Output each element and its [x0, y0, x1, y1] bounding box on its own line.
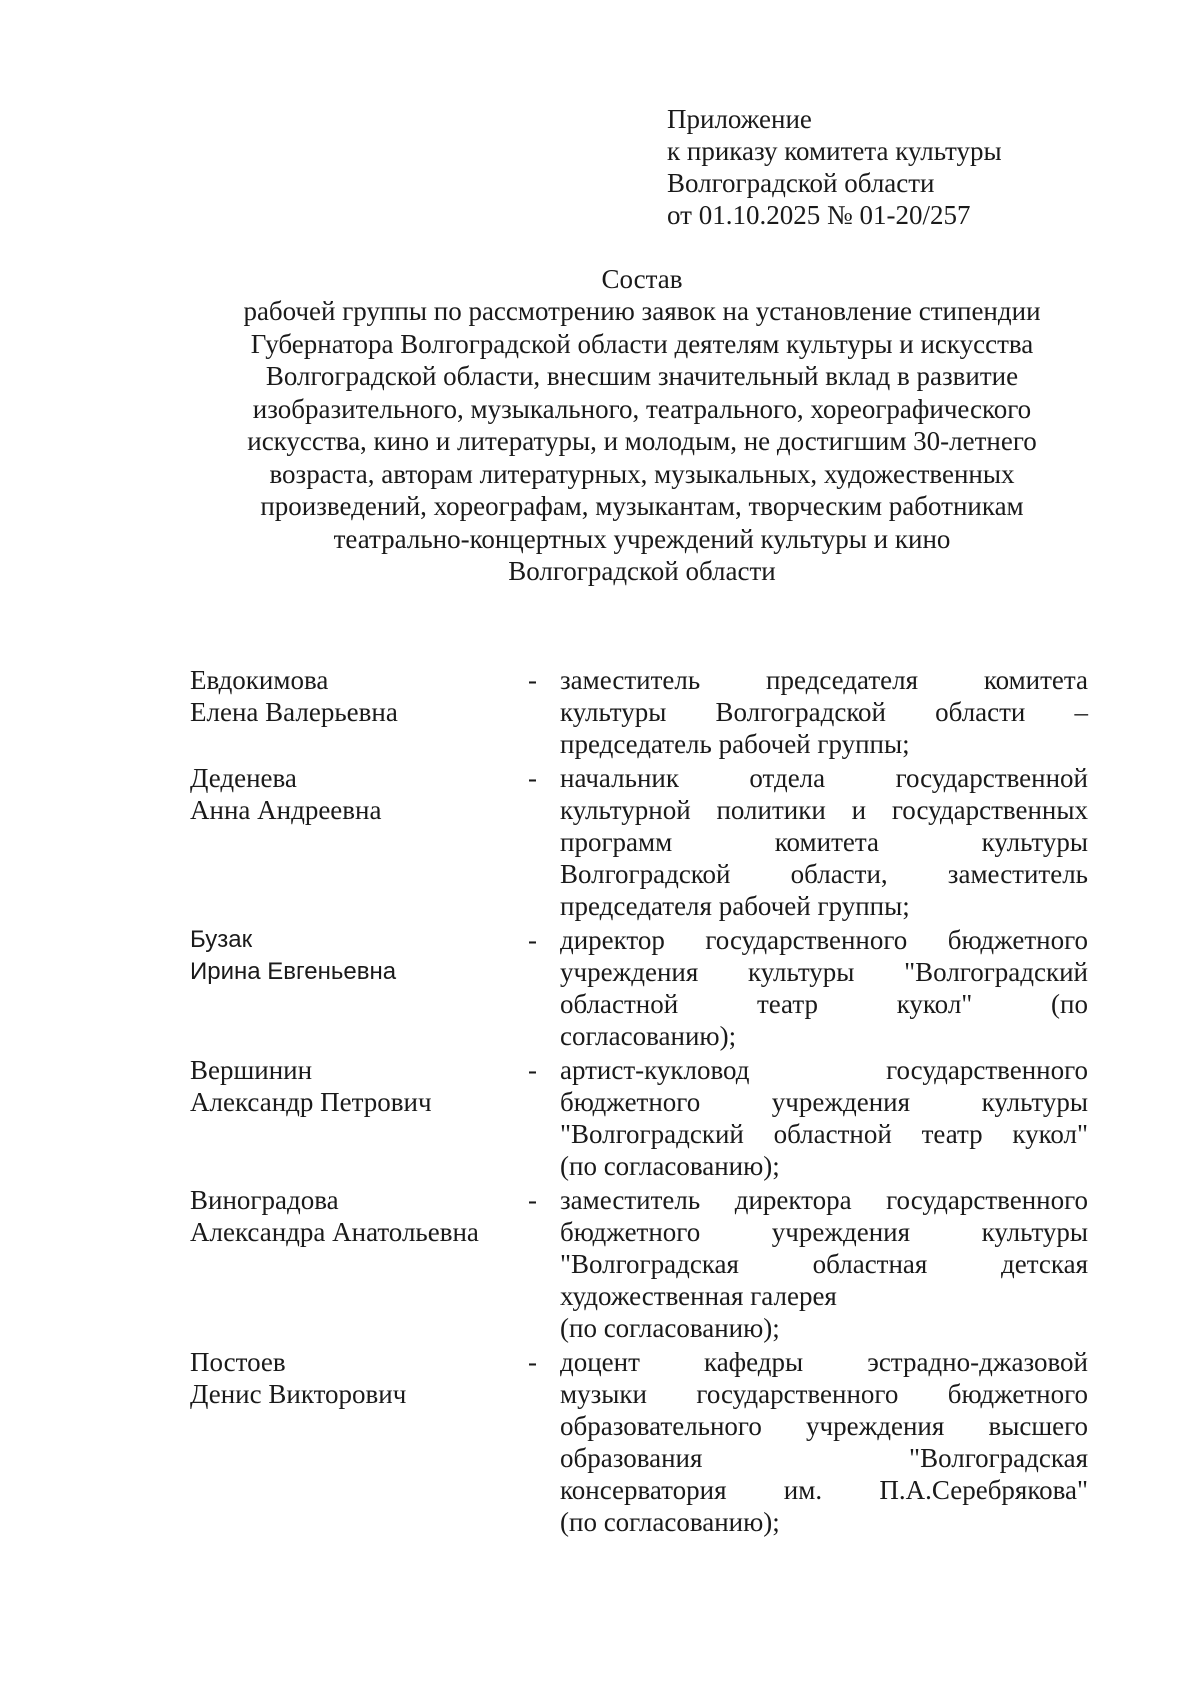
member-dash: - — [528, 1055, 537, 1085]
role-line: (по согласованию); — [560, 1313, 780, 1343]
member-given-name: Александра Анатольевна — [190, 1217, 479, 1247]
member-surname: Бузак — [190, 926, 253, 953]
role-line: Волгоградской области, заместитель — [560, 859, 1088, 889]
role-line: образования "Волгоградская — [560, 1443, 1088, 1473]
role-line: художественная галерея — [560, 1281, 837, 1311]
role-line: образовательного учреждения высшего — [560, 1411, 1088, 1441]
member-given-name: Ирина Евгеньевна — [190, 958, 397, 985]
member-given-name: Елена Валерьевна — [190, 697, 398, 727]
member-dash: - — [528, 1185, 537, 1215]
subtitle-line: Губернатора Волгоградской области деятелям культуры и искусства — [250, 328, 1034, 359]
role-line: заместитель председателя комитета — [560, 665, 1088, 695]
member-surname: Евдокимова — [190, 665, 329, 695]
member-given-name: Денис Викторович — [190, 1379, 407, 1409]
role-line: (по согласованию); — [560, 1151, 780, 1181]
role-line: консерватория им. П.А.Серебрякова" — [560, 1475, 1088, 1505]
member-name — [190, 762, 520, 826]
role-line: программ комитета культуры — [560, 827, 1088, 857]
role-line: начальник отдела государственной — [560, 763, 1088, 793]
member-role — [560, 664, 1088, 760]
role-line: председатель рабочей группы; — [560, 729, 910, 759]
member-dash: - — [528, 763, 537, 793]
member-surname: Виноградова — [190, 1185, 339, 1215]
member-name — [190, 924, 520, 988]
member-role — [560, 1346, 1088, 1538]
member-role — [560, 1054, 1088, 1182]
subtitle-line: театрально-концертных учреждений культуры и кино — [333, 523, 951, 554]
member-dash: - — [528, 925, 537, 955]
role-line: областной театр кукол" (по — [560, 989, 1088, 1019]
appendix-order-reference: от 01.10.2025 № 01-20/257 — [667, 200, 971, 230]
member-name — [190, 1346, 520, 1410]
appendix-line: Волгоградской области — [667, 168, 935, 198]
role-line: бюджетного учреждения культуры — [560, 1087, 1088, 1117]
member-name — [190, 664, 520, 728]
role-line: культуры Волгоградской области – — [560, 697, 1088, 727]
role-line: артист-кукловод государственного — [560, 1055, 1088, 1085]
role-line: бюджетного учреждения культуры — [560, 1217, 1088, 1247]
member-role — [560, 924, 1088, 1052]
role-line: музыки государственного бюджетного — [560, 1379, 1088, 1409]
role-line: учреждения культуры "Волгоградский — [560, 957, 1088, 987]
member-dash: - — [528, 1347, 537, 1377]
role-line: "Волгоградская областная детская — [560, 1249, 1088, 1279]
member-role — [560, 1184, 1088, 1344]
appendix-header — [667, 103, 1002, 231]
role-line: директор государственного бюджетного — [560, 925, 1088, 955]
document-subtitle — [150, 295, 1134, 588]
member-role — [560, 762, 1088, 922]
member-surname: Вершинин — [190, 1055, 313, 1085]
member-surname: Деденева — [190, 763, 297, 793]
subtitle-line: Волгоградской области, внесшим значительный вклад в развитие — [265, 361, 1019, 391]
role-line: заместитель директора государственного — [560, 1185, 1088, 1215]
role-line: культурной политики и государственных — [560, 795, 1088, 825]
role-line: председателя рабочей группы; — [560, 891, 910, 921]
appendix-line: к приказу комитета культуры — [667, 136, 1002, 166]
subtitle-line: возраста, авторам литературных, музыкальных, художественных — [269, 458, 1015, 489]
member-given-name: Александр Петрович — [190, 1087, 432, 1117]
subtitle-line: изобразительного, музыкального, театрального, хореографического — [252, 393, 1032, 424]
subtitle-line: рабочей группы по рассмотрению заявок на установление стипендии — [243, 296, 1041, 326]
subtitle-line: искусства, кино и литературы, и молодым, не достигшим 30-летнего — [247, 426, 1037, 456]
member-dash: - — [528, 665, 537, 695]
subtitle-line: Волгоградской области — [508, 556, 776, 586]
member-name — [190, 1054, 520, 1118]
member-name — [190, 1184, 520, 1248]
member-surname: Постоев — [190, 1347, 286, 1377]
appendix-line: Приложение — [667, 104, 812, 134]
subtitle-line: произведений, хореографам, музыкантам, творческим работникам — [260, 491, 1024, 521]
role-line: (по согласованию); — [560, 1507, 780, 1537]
member-given-name: Анна Андреевна — [190, 795, 382, 825]
role-line: "Волгоградский областной театр кукол" — [560, 1119, 1088, 1149]
role-line: согласованию); — [560, 1021, 737, 1051]
document-title: Состав — [601, 264, 683, 294]
role-line: доцент кафедры эстрадно-джазовой — [560, 1347, 1088, 1377]
